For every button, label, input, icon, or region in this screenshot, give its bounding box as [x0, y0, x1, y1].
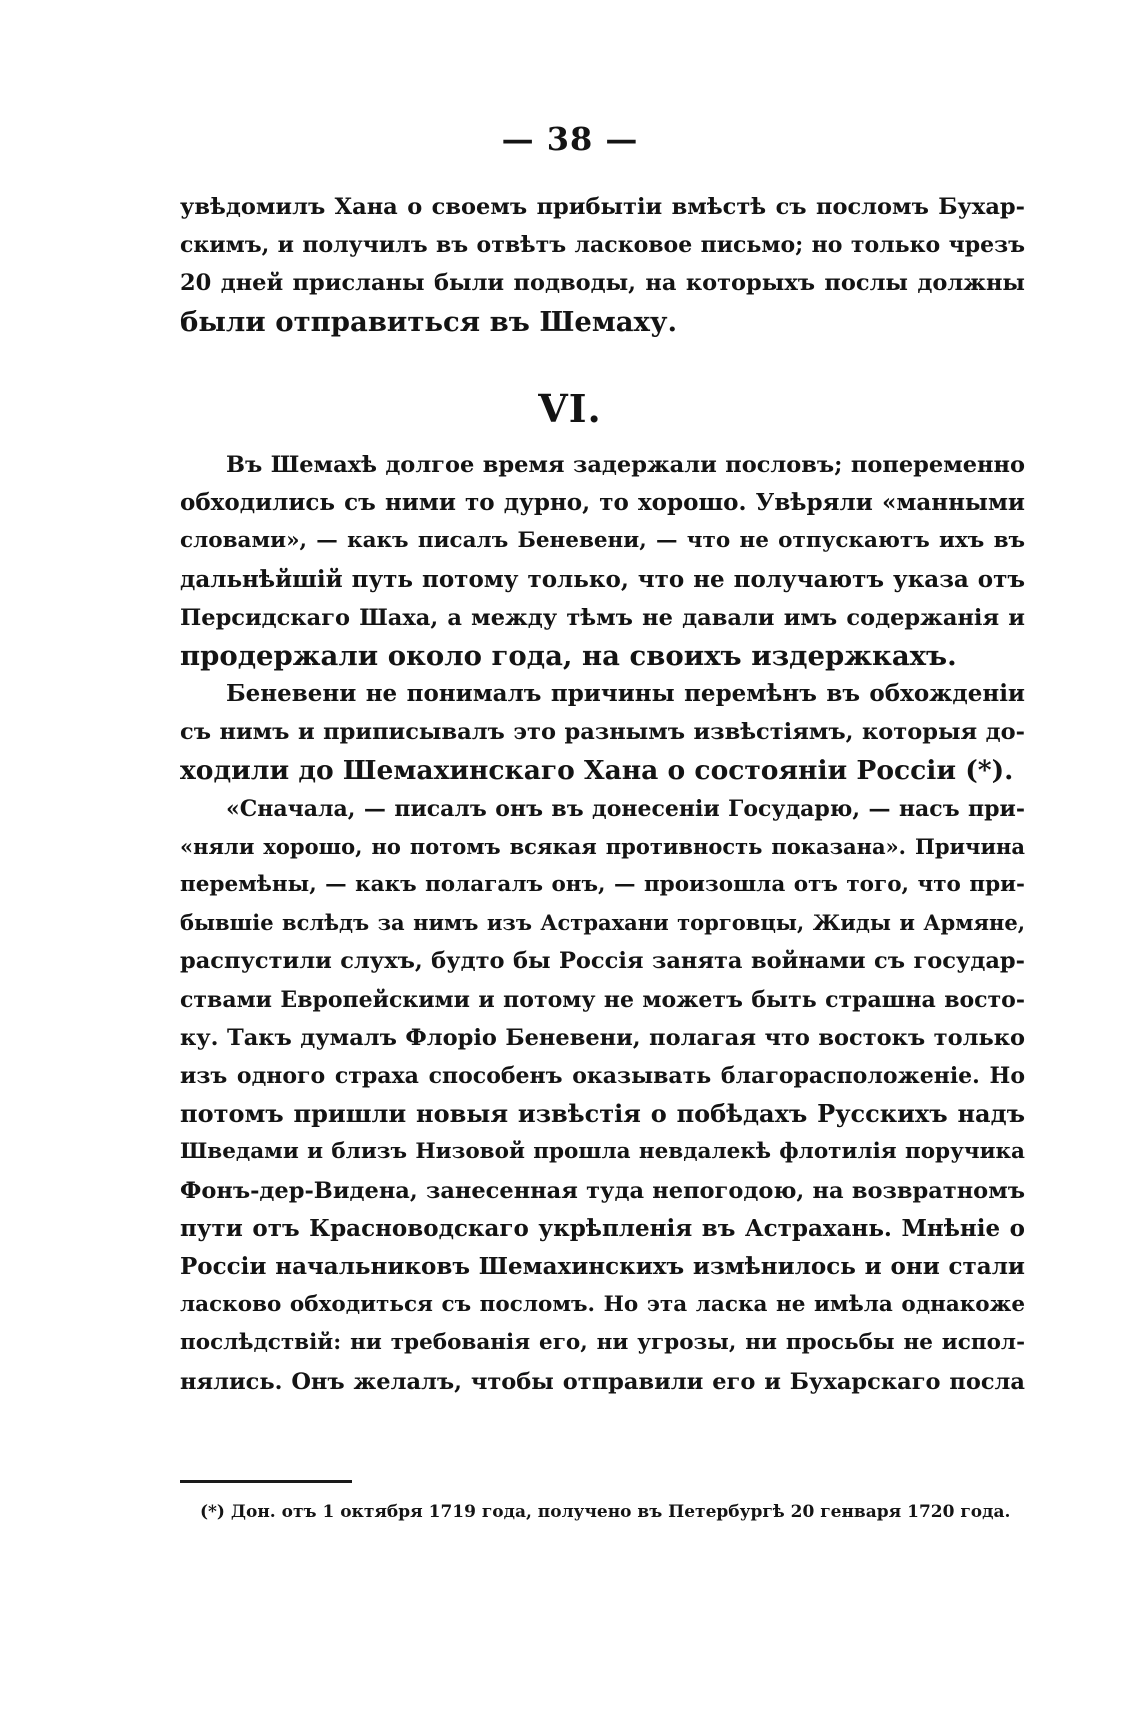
text-line: продержали около года, на своихъ издержкахъ.: [180, 639, 957, 672]
page-number: — 38 —: [501, 120, 639, 158]
text-line: нялись. Онъ желалъ, чтобы отправили его и Бухарскаго посла: [180, 1368, 1025, 1395]
text-line: Персидскаго Шаха, а между тѣмъ не давали имъ содержанія и: [180, 604, 1025, 631]
text-line: бывшіе вслѣдъ за нимъ изъ Астрахани торговцы, Жиды и Армяне,: [180, 910, 1025, 936]
text-line: «няли хорошо, но потомъ всякая противность показана». Причина: [180, 833, 1025, 859]
footnote: (*) Дон. отъ 1 октября 1719 года, получено въ Петербургѣ 20 генваря 1720 года.: [200, 1502, 1011, 1522]
text-line: ходили до Шемахинскаго Хана о состояніи Россіи (*).: [180, 754, 1014, 786]
text-line: Въ Шемахѣ долгое время задержали пословъ; попеременно: [226, 452, 1025, 478]
text-line: дальнѣйшій путь потому только, что не получаютъ указа отъ: [180, 565, 1025, 593]
text-line: Фонъ-дер-Видена, занесенная туда непогодою, на возвратномъ: [180, 1177, 1025, 1204]
text-line: ку. Такъ думалъ Флоріо Беневени, полагая что востокъ только: [180, 1024, 1025, 1051]
text-line: перемѣны, — какъ полагалъ онъ, — произошла отъ того, что при-: [180, 872, 1025, 898]
text-line: ствами Европейскими и потому не можетъ быть страшна восто-: [180, 986, 1025, 1013]
text-line: послѣдствій: ни требованія его, ни угрозы, ни просьбы не испол-: [180, 1330, 1025, 1356]
text-line: распустили слухъ, будто бы Россія занята войнами съ государ-: [180, 948, 1025, 975]
text-line: были отправиться въ Шемаху.: [180, 305, 678, 338]
text-line: обходились съ ними то дурно, то хорошо. Увѣряли «манными: [180, 489, 1025, 517]
text-line: увѣдомилъ Хана о своемъ прибытіи вмѣстѣ съ посломъ Бухар-: [180, 194, 1025, 220]
text-line: потомъ пришли новыя извѣстія о побѣдахъ Русскихъ надъ: [180, 1099, 1025, 1129]
text-line: словами», — какъ писалъ Беневени, — что не отпускаютъ ихъ въ: [180, 528, 1025, 554]
text-line: Шведами и близъ Низовой прошла невдалекѣ флотилія поручика: [180, 1139, 1025, 1165]
footnote-divider: [180, 1480, 352, 1483]
text-line: Россіи начальниковъ Шемахинскихъ измѣнилось и они стали: [180, 1252, 1025, 1280]
text-line: съ нимъ и приписывалъ это разнымъ извѣстіямъ, которыя до-: [180, 719, 1025, 746]
text-line: изъ одного страха способенъ оказывать благорасположеніе. Но: [180, 1063, 1025, 1089]
text-line: ласково обходиться съ посломъ. Но эта ласка не имѣла однакоже: [180, 1292, 1025, 1318]
section-body: [180, 446, 1025, 1401]
text-line: 20 дней присланы были подводы, на которыхъ послы должны: [180, 270, 1025, 297]
text-line: Беневени не понималъ причины перемѣнъ въ обхожденіи: [226, 680, 1025, 708]
paragraph-continued: [180, 188, 1025, 341]
section-heading: VI.: [538, 386, 602, 431]
text-line: «Сначала, — писалъ онъ въ донесеніи Государю, — насъ при-: [226, 795, 1025, 822]
text-line: скимъ, и получилъ въ отвѣтъ ласковое письмо; но только чрезъ: [180, 232, 1025, 259]
text-line: пути отъ Красноводскаго укрѣпленія въ Астрахань. Мнѣніе о: [180, 1214, 1025, 1242]
